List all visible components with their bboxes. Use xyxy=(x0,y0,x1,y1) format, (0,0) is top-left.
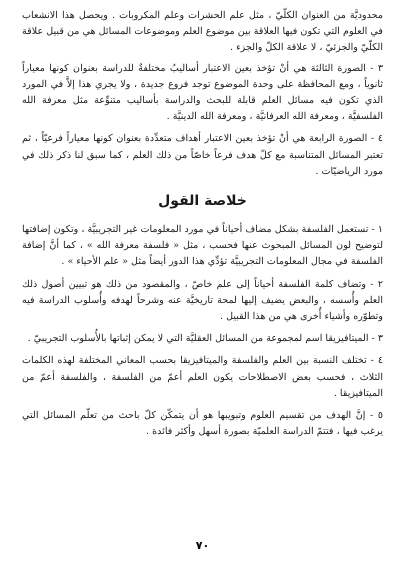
page-number: ٧٠ xyxy=(195,539,210,552)
summary-point-5: ٥ - إنَّ الهدف من تقسيم العلوم وتبويبها هو أن يتمكّن كلّ باحث من تعلّم المسائل التي يرغب فيها ، فتتمّ الدراسة العلميّة بصورة أسهل وأكثر فائدة . xyxy=(22,410,383,438)
third-form-paragraph: ٣ - الصورة الثالثة هي أنْ تؤخذ بعين الاعتبار أساليبُ مختلفةٌ للدراسة بعنوان كونها معياراً ثانوياً ، ومع المحافظة على وحدة الموضوع توجد فروع جديدة ، ولا يجري هذا إلاَّ في المورد الذي تكون فيه مسائل العلم قابلة للبحث والدراسة بأساليب متنوِّعة مثل معرفة الله الفلسفيَّة ، ومعرفة الله العرفانيَّة ، ومعرفة الله الدينيَّة . xyxy=(22,62,383,123)
fourth-form-paragraph: ٤ - الصورة الرابعة هي أنْ تؤخذ بعين الاعتبار أهداف متعدِّدة بعنوان كونها معياراً فرعيّاً ، ثم تعتبر المسائل المتناسبة مع كلّ هدف فرعاً خاصّاً من ذلك العلم ، كما سبق لنا ذكر ذلك في مورد الرياضيّات . xyxy=(22,133,383,177)
summary-point-1: ١ - تستعمل الفلسفة بشكل مضاف أحياناً في مورد المعلومات غير التجريبيَّة ، وتكون إضافتها لتوضيح لون المسائل المبحوث عنها فحسب ، مثل « فلسفة معرفة الله » ، كما أنَّ إضافة الفلسفة في مجال المعلومات التجريبيَّة تؤدِّي هذا الدور أيضاً مثل « علم الأحياء » . xyxy=(22,224,383,268)
continuation-paragraph: محدوديَّة من العنوان الكلّيّ ، مثل علم الحشرات وعلم المكروبات . ويحصل هذا الانشعاب في العلوم التي تكون فيها العلاقة بين موضوع العلم وموضوعات المسائل هي من قبيل علاقة الكلّيّ والجزئيّ ، لا علاقة الكلّ والجزء . xyxy=(22,10,383,54)
summary-heading: خلاصة القول xyxy=(158,193,247,210)
summary-point-3: ٣ - الميتافيزيقا اسم لمجموعة من المسائل العقليَّة التي لا يمكن إثباتها بالأُسلوب التجريبيّ . xyxy=(27,333,383,345)
summary-point-2: ٢ - وتضاف كلمة الفلسفة أحياناً إلى علم خاصّ ، والمقصود من ذلك هو تبيين أصول ذلك العلم وأُسسه ، والبعض يضيف إليها لمحة تاريخيَّة عنه وشرحاً لهدفه وأُسلوب الدراسة فيه وتطوّره وأشياء أُخرى هي من هذا القبيل . xyxy=(22,278,383,323)
summary-point-4: ٤ - تختلف النسبة بين العلم والفلسفة والميتافيزيقا بحسب المعاني المختلفة لهذه الكلمات الثلاث ، فحسب بعض الاصطلاحات يكون العلم أعمّ من الفلسفة ، والفلسفة أعمّ من الميتافيزيقا . xyxy=(22,355,383,399)
